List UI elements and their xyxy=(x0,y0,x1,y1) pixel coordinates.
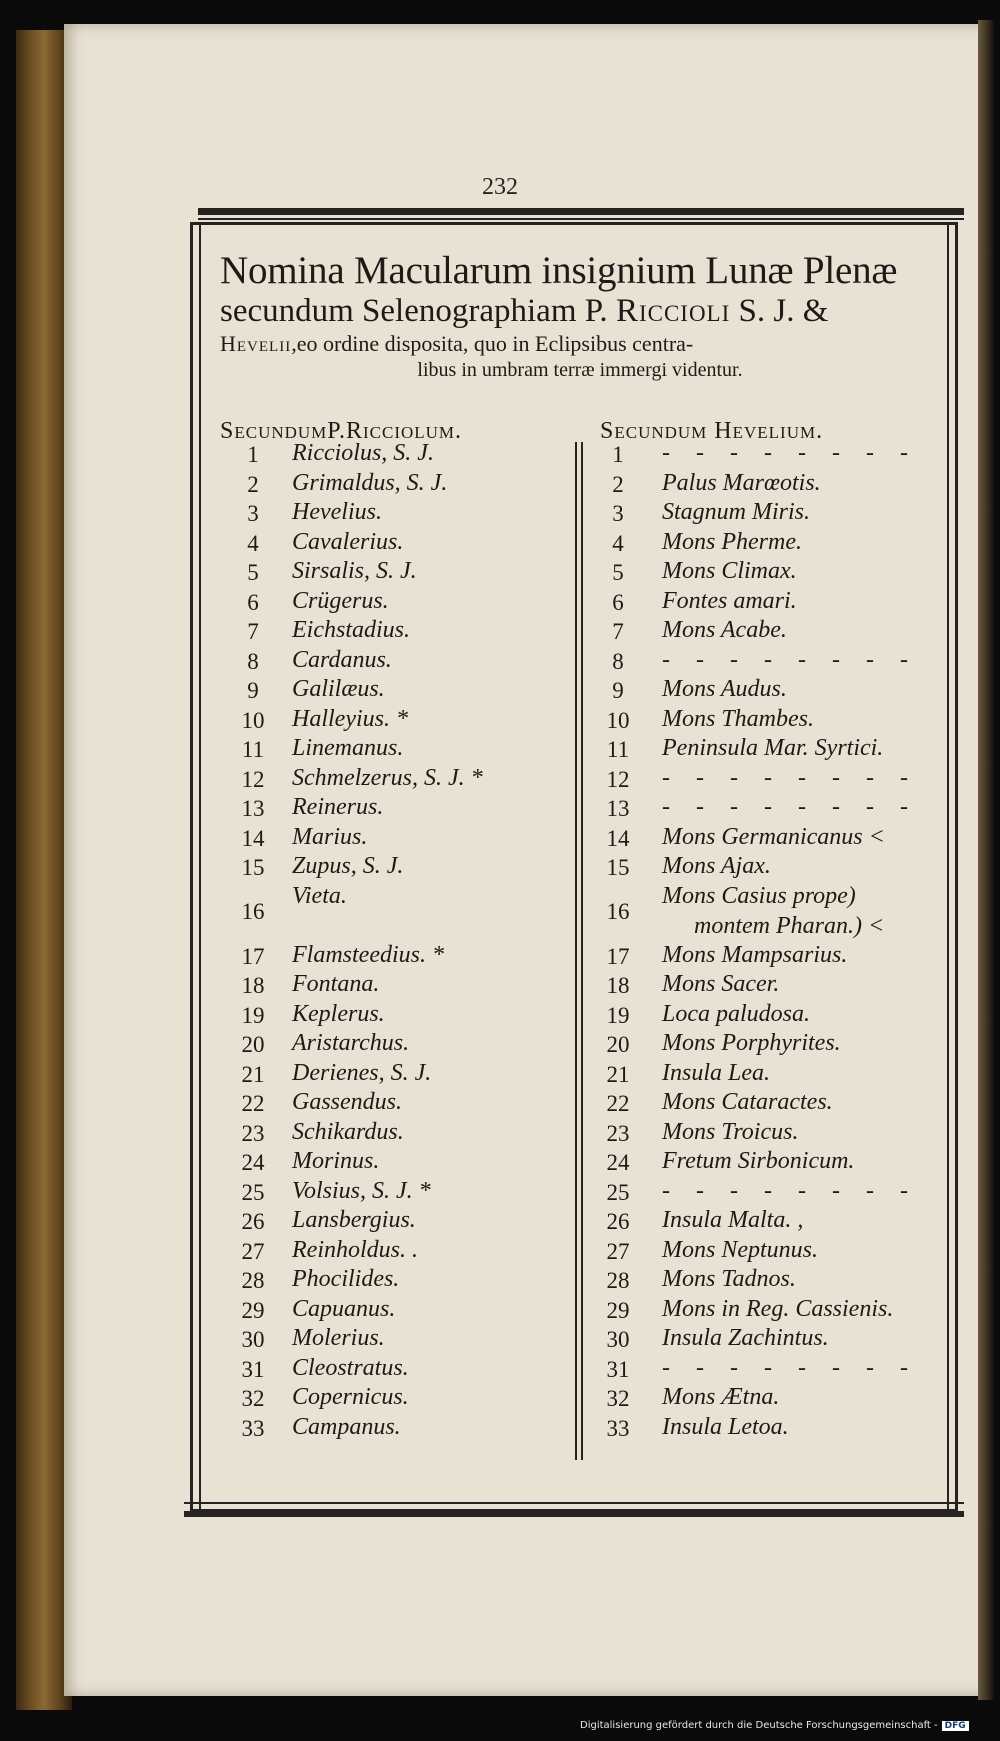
riccioli-entry xyxy=(228,853,558,883)
riccioli-entry xyxy=(228,1178,558,1208)
entry-name: Insula Zachintus. xyxy=(662,1325,829,1351)
entry-name: Reinholdus. . xyxy=(292,1236,418,1263)
hevelius-entry xyxy=(600,499,930,529)
entry-name: Mons Ajax. xyxy=(662,853,771,879)
entry-number: 13 xyxy=(606,796,630,821)
entry-number: 8 xyxy=(247,648,259,674)
riccioli-entry xyxy=(228,499,558,529)
entry-name: Palus Marœotis. xyxy=(662,469,821,496)
riccioli-entry xyxy=(228,1296,558,1326)
entry-number: 16 xyxy=(606,898,630,924)
entry-name: Linemanus. xyxy=(292,735,404,761)
right-column-heading: Secundum Hevelium. xyxy=(600,418,824,444)
riccioli-entry xyxy=(228,588,558,618)
hevelius-entry xyxy=(600,1060,930,1090)
entry-number: 18 xyxy=(241,973,265,998)
hevelius-entry xyxy=(600,883,930,942)
entry-name: - - - - - - - - xyxy=(662,646,918,673)
entry-name: Insula Malta. , xyxy=(662,1207,804,1233)
entry-number: 19 xyxy=(241,1002,265,1028)
entry-name: Morinus. xyxy=(292,1148,380,1174)
entry-name: Peninsula Mar. Syrtici. xyxy=(662,735,884,761)
title-line-3 xyxy=(220,330,940,357)
page-edge xyxy=(978,20,994,1700)
entry-name: Cleostratus. xyxy=(292,1354,409,1381)
entry-name: Molerius. xyxy=(292,1325,385,1351)
entry-name: Mons Tadnos. xyxy=(662,1266,796,1292)
riccioli-entry xyxy=(228,1030,558,1060)
entry-number: 2 xyxy=(612,471,624,497)
entry-number: 31 xyxy=(241,1356,265,1382)
entry-name: Eichstadius. xyxy=(292,617,410,643)
entry-name: Flamsteedius. * xyxy=(292,941,444,968)
entry-name: Halleyius. * xyxy=(292,705,408,732)
entry-number: 10 xyxy=(606,707,630,733)
riccioli-entry xyxy=(228,647,558,677)
hevelius-entry xyxy=(600,1148,930,1178)
entry-number: 1 xyxy=(612,442,624,467)
entry-name: Derienes, S. J. xyxy=(292,1059,432,1086)
hevelius-entry xyxy=(600,470,930,500)
entry-number: 15 xyxy=(241,855,265,880)
entry-number: 26 xyxy=(241,1209,265,1234)
hevelius-entry xyxy=(600,1266,930,1296)
hevelius-entry xyxy=(600,765,930,795)
entry-name: Phocilides. xyxy=(292,1266,400,1292)
entry-number: 22 xyxy=(606,1091,630,1116)
entry-name: Loca paludosa. xyxy=(662,1000,811,1027)
entry-name: Mons Porphyrites. xyxy=(662,1030,841,1056)
entry-number: 9 xyxy=(247,678,259,703)
entry-number: 13 xyxy=(241,796,265,821)
entry-number: 21 xyxy=(606,1061,630,1087)
hevelius-entry xyxy=(600,647,930,677)
entry-name: Marius. xyxy=(292,823,368,850)
entry-name: Schikardus. xyxy=(292,1118,404,1145)
entry-number: 31 xyxy=(606,1356,630,1382)
entry-name: Cardanus. xyxy=(292,646,392,673)
hevelius-entry xyxy=(600,1207,930,1237)
entry-name: Zupus, S. J. xyxy=(292,853,404,879)
entry-name: Mons Troicus. xyxy=(662,1118,799,1145)
entry-name: Mons Casius prope) xyxy=(662,882,856,909)
entry-number: 18 xyxy=(606,973,630,998)
entry-number: 33 xyxy=(606,1415,630,1441)
riccioli-entry xyxy=(228,1384,558,1414)
title-line-2 xyxy=(220,292,940,330)
entry-name: Aristarchus. xyxy=(292,1030,410,1056)
riccioli-list xyxy=(228,440,558,1443)
entry-name: Fretum Sirbonicum. xyxy=(662,1148,855,1174)
entry-number: 4 xyxy=(612,530,624,556)
riccioli-entry xyxy=(228,676,558,706)
entry-name: Fontes amari. xyxy=(662,587,797,614)
entry-number: 11 xyxy=(606,737,630,762)
entry-number: 25 xyxy=(606,1179,630,1205)
entry-number: 23 xyxy=(606,1120,630,1146)
bottom-border-rule xyxy=(184,1511,964,1517)
entry-number: 27 xyxy=(606,1238,630,1264)
entry-number: 7 xyxy=(247,619,259,644)
entry-name: Crügerus. xyxy=(292,587,389,614)
page-title xyxy=(220,250,940,383)
riccioli-entry xyxy=(228,440,558,470)
riccioli-entry xyxy=(228,1355,558,1385)
entry-number: 7 xyxy=(612,619,624,644)
riccioli-entry xyxy=(228,529,558,559)
entry-name: Mons Germanicanus < xyxy=(662,823,885,850)
riccioli-entry xyxy=(228,470,558,500)
title-line-4: libus in umbram terræ immergi videntur. xyxy=(417,359,743,381)
riccioli-entry xyxy=(228,1414,558,1444)
entry-number: 29 xyxy=(241,1297,265,1323)
entry-name: Insula Lea. xyxy=(662,1059,770,1086)
entry-number: 11 xyxy=(241,737,265,762)
riccioli-entry xyxy=(228,706,558,736)
riccioli-entry xyxy=(228,1325,558,1355)
page-number: 232 xyxy=(482,174,518,200)
riccioli-entry xyxy=(228,558,558,588)
entry-number: 27 xyxy=(241,1238,265,1264)
riccioli-entry xyxy=(228,617,558,647)
hevelius-entry xyxy=(600,706,930,736)
entry-name: Copernicus. xyxy=(292,1384,409,1410)
entry-name: - - - - - - - - xyxy=(662,1177,918,1204)
entry-number: 10 xyxy=(241,707,265,733)
left-column-heading: SecundumP.Ricciolum. xyxy=(220,418,463,444)
entry-number: 20 xyxy=(606,1032,630,1057)
entry-number: 29 xyxy=(606,1297,630,1323)
entry-number: 5 xyxy=(247,560,259,585)
title-line-2-text: secundum Selenographiam P. xyxy=(220,293,608,329)
riccioli-entry xyxy=(228,824,558,854)
hevelius-entry xyxy=(600,1237,930,1267)
entry-number: 25 xyxy=(241,1179,265,1205)
entry-name: Mons Acabe. xyxy=(662,617,787,643)
entry-number: 28 xyxy=(241,1268,265,1293)
entry-number: 24 xyxy=(606,1150,630,1175)
hevelius-entry xyxy=(600,1325,930,1355)
author-hevelius: Hevelii xyxy=(220,331,292,356)
entry-number: 28 xyxy=(606,1268,630,1293)
entry-name: Mons Mampsarius. xyxy=(662,941,848,968)
entry-name: - - - - - - - - xyxy=(662,440,918,466)
hevelius-entry xyxy=(600,1384,930,1414)
entry-number: 20 xyxy=(241,1032,265,1057)
entry-name: Mons Sacer. xyxy=(662,971,780,997)
entry-name: Mons Pherme. xyxy=(662,528,802,555)
entry-number: 4 xyxy=(247,530,259,556)
hevelius-entry xyxy=(600,588,930,618)
entry-name: Mons Thambes. xyxy=(662,705,815,732)
entry-number: 16 xyxy=(241,898,265,924)
entry-name: Vieta. xyxy=(292,882,347,909)
entry-name: Mons Cataractes. xyxy=(662,1089,833,1115)
hevelius-entry xyxy=(600,1001,930,1031)
hevelius-entry xyxy=(600,1119,930,1149)
riccioli-entry xyxy=(228,1060,558,1090)
hevelius-entry xyxy=(600,971,930,1001)
entry-name: Capuanus. xyxy=(292,1295,396,1322)
hevelius-entry xyxy=(600,617,930,647)
entry-number: 3 xyxy=(247,501,259,526)
entry-name: Gassendus. xyxy=(292,1089,403,1115)
author-riccioli: Riccioli xyxy=(615,293,731,329)
title-line-2-end: S. J. & xyxy=(738,293,829,329)
hevelius-entry xyxy=(600,1089,930,1119)
entry-name: Fontana. xyxy=(292,971,380,997)
entry-name: Volsius, S. J. * xyxy=(292,1177,431,1204)
entry-name: Mons Climax. xyxy=(662,558,797,584)
entry-number: 14 xyxy=(241,825,265,851)
hevelius-entry xyxy=(600,676,930,706)
entry-name: Mons in Reg. Cassienis. xyxy=(662,1295,894,1322)
top-border-rule xyxy=(198,208,964,215)
entry-number: 8 xyxy=(612,648,624,674)
entry-number: 14 xyxy=(606,825,630,851)
entry-number: 17 xyxy=(241,943,265,969)
entry-name: - - - - - - - - xyxy=(662,794,918,820)
entry-number: 5 xyxy=(612,560,624,585)
entry-number: 15 xyxy=(606,855,630,880)
hevelius-entry xyxy=(600,1030,930,1060)
riccioli-entry xyxy=(228,883,558,942)
riccioli-entry xyxy=(228,971,558,1001)
title-line-1: Nomina Macularum insignium Lunæ Plenæ xyxy=(220,249,898,292)
entry-number: 21 xyxy=(241,1061,265,1087)
entry-name: Sirsalis, S. J. xyxy=(292,558,417,584)
entry-name: Grimaldus, S. J. xyxy=(292,469,448,496)
hevelius-entry xyxy=(600,942,930,972)
riccioli-entry xyxy=(228,1001,558,1031)
entry-number: 30 xyxy=(241,1327,265,1352)
riccioli-entry xyxy=(228,735,558,765)
riccioli-entry xyxy=(228,1266,558,1296)
entry-number: 30 xyxy=(606,1327,630,1352)
riccioli-entry xyxy=(228,794,558,824)
riccioli-entry xyxy=(228,1089,558,1119)
column-divider xyxy=(575,442,583,1460)
entry-name: Campanus. xyxy=(292,1413,401,1440)
hevelius-entry xyxy=(600,1355,930,1385)
entry-name: - - - - - - - - xyxy=(662,764,918,791)
entry-number: 33 xyxy=(241,1415,265,1441)
title-line-3-text: ,eo ordine disposita, quo in Eclipsibus centra- xyxy=(291,331,694,356)
entry-number: 23 xyxy=(241,1120,265,1146)
entry-name: Keplerus. xyxy=(292,1000,385,1027)
riccioli-entry xyxy=(228,1119,558,1149)
hevelius-entry xyxy=(600,735,930,765)
dfg-logo: DFG xyxy=(942,1721,969,1731)
hevelius-entry xyxy=(600,1414,930,1444)
entry-name: Mons Ætna. xyxy=(662,1384,780,1410)
hevelius-entry xyxy=(600,558,930,588)
entry-name: Mons Neptunus. xyxy=(662,1236,818,1263)
entry-name: Cavalerius. xyxy=(292,528,404,555)
hevelius-entry xyxy=(600,1296,930,1326)
riccioli-entry xyxy=(228,942,558,972)
entry-number: 26 xyxy=(606,1209,630,1234)
footer-text: Digitalisierung gefördert durch die Deutsche Forschungsgemeinschaft - xyxy=(580,1720,938,1731)
entry-name: - - - - - - - - xyxy=(662,1354,918,1381)
entry-number: 1 xyxy=(247,442,259,467)
hevelius-list xyxy=(600,440,930,1443)
entry-name: Galilæus. xyxy=(292,676,385,702)
entry-name: Hevelius. xyxy=(292,499,382,525)
entry-name: Lansbergius. xyxy=(292,1207,416,1233)
riccioli-entry xyxy=(228,765,558,795)
entry-number: 2 xyxy=(247,471,259,497)
entry-number: 6 xyxy=(612,589,624,615)
top-border-rule-thin xyxy=(198,218,964,220)
hevelius-entry xyxy=(600,1178,930,1208)
entry-number: 12 xyxy=(241,766,265,792)
entry-name: Reinerus. xyxy=(292,794,384,820)
entry-number: 24 xyxy=(241,1150,265,1175)
entry-number: 9 xyxy=(612,678,624,703)
riccioli-entry xyxy=(228,1237,558,1267)
bottom-border-rule-thin xyxy=(184,1502,964,1504)
entry-number: 19 xyxy=(606,1002,630,1028)
entry-name: Mons Audus. xyxy=(662,676,787,702)
riccioli-entry xyxy=(228,1207,558,1237)
hevelius-entry xyxy=(600,824,930,854)
riccioli-entry xyxy=(228,1148,558,1178)
hevelius-entry xyxy=(600,853,930,883)
entry-name: Insula Letoa. xyxy=(662,1413,789,1440)
entry-number: 22 xyxy=(241,1091,265,1116)
entry-name: Schmelzerus, S. J. * xyxy=(292,764,483,791)
hevelius-entry xyxy=(600,794,930,824)
entry-name: Stagnum Miris. xyxy=(662,499,811,525)
entry-name: Ricciolus, S. J. xyxy=(292,440,434,466)
entry-number: 12 xyxy=(606,766,630,792)
footer-credit xyxy=(580,1720,969,1731)
entry-number: 32 xyxy=(606,1386,630,1411)
entry-number: 32 xyxy=(241,1386,265,1411)
entry-number: 6 xyxy=(247,589,259,615)
hevelius-entry xyxy=(600,529,930,559)
entry-name-continuation: montem Pharan.) < xyxy=(694,912,885,939)
entry-number: 3 xyxy=(612,501,624,526)
entry-number: 17 xyxy=(606,943,630,969)
hevelius-entry xyxy=(600,440,930,470)
